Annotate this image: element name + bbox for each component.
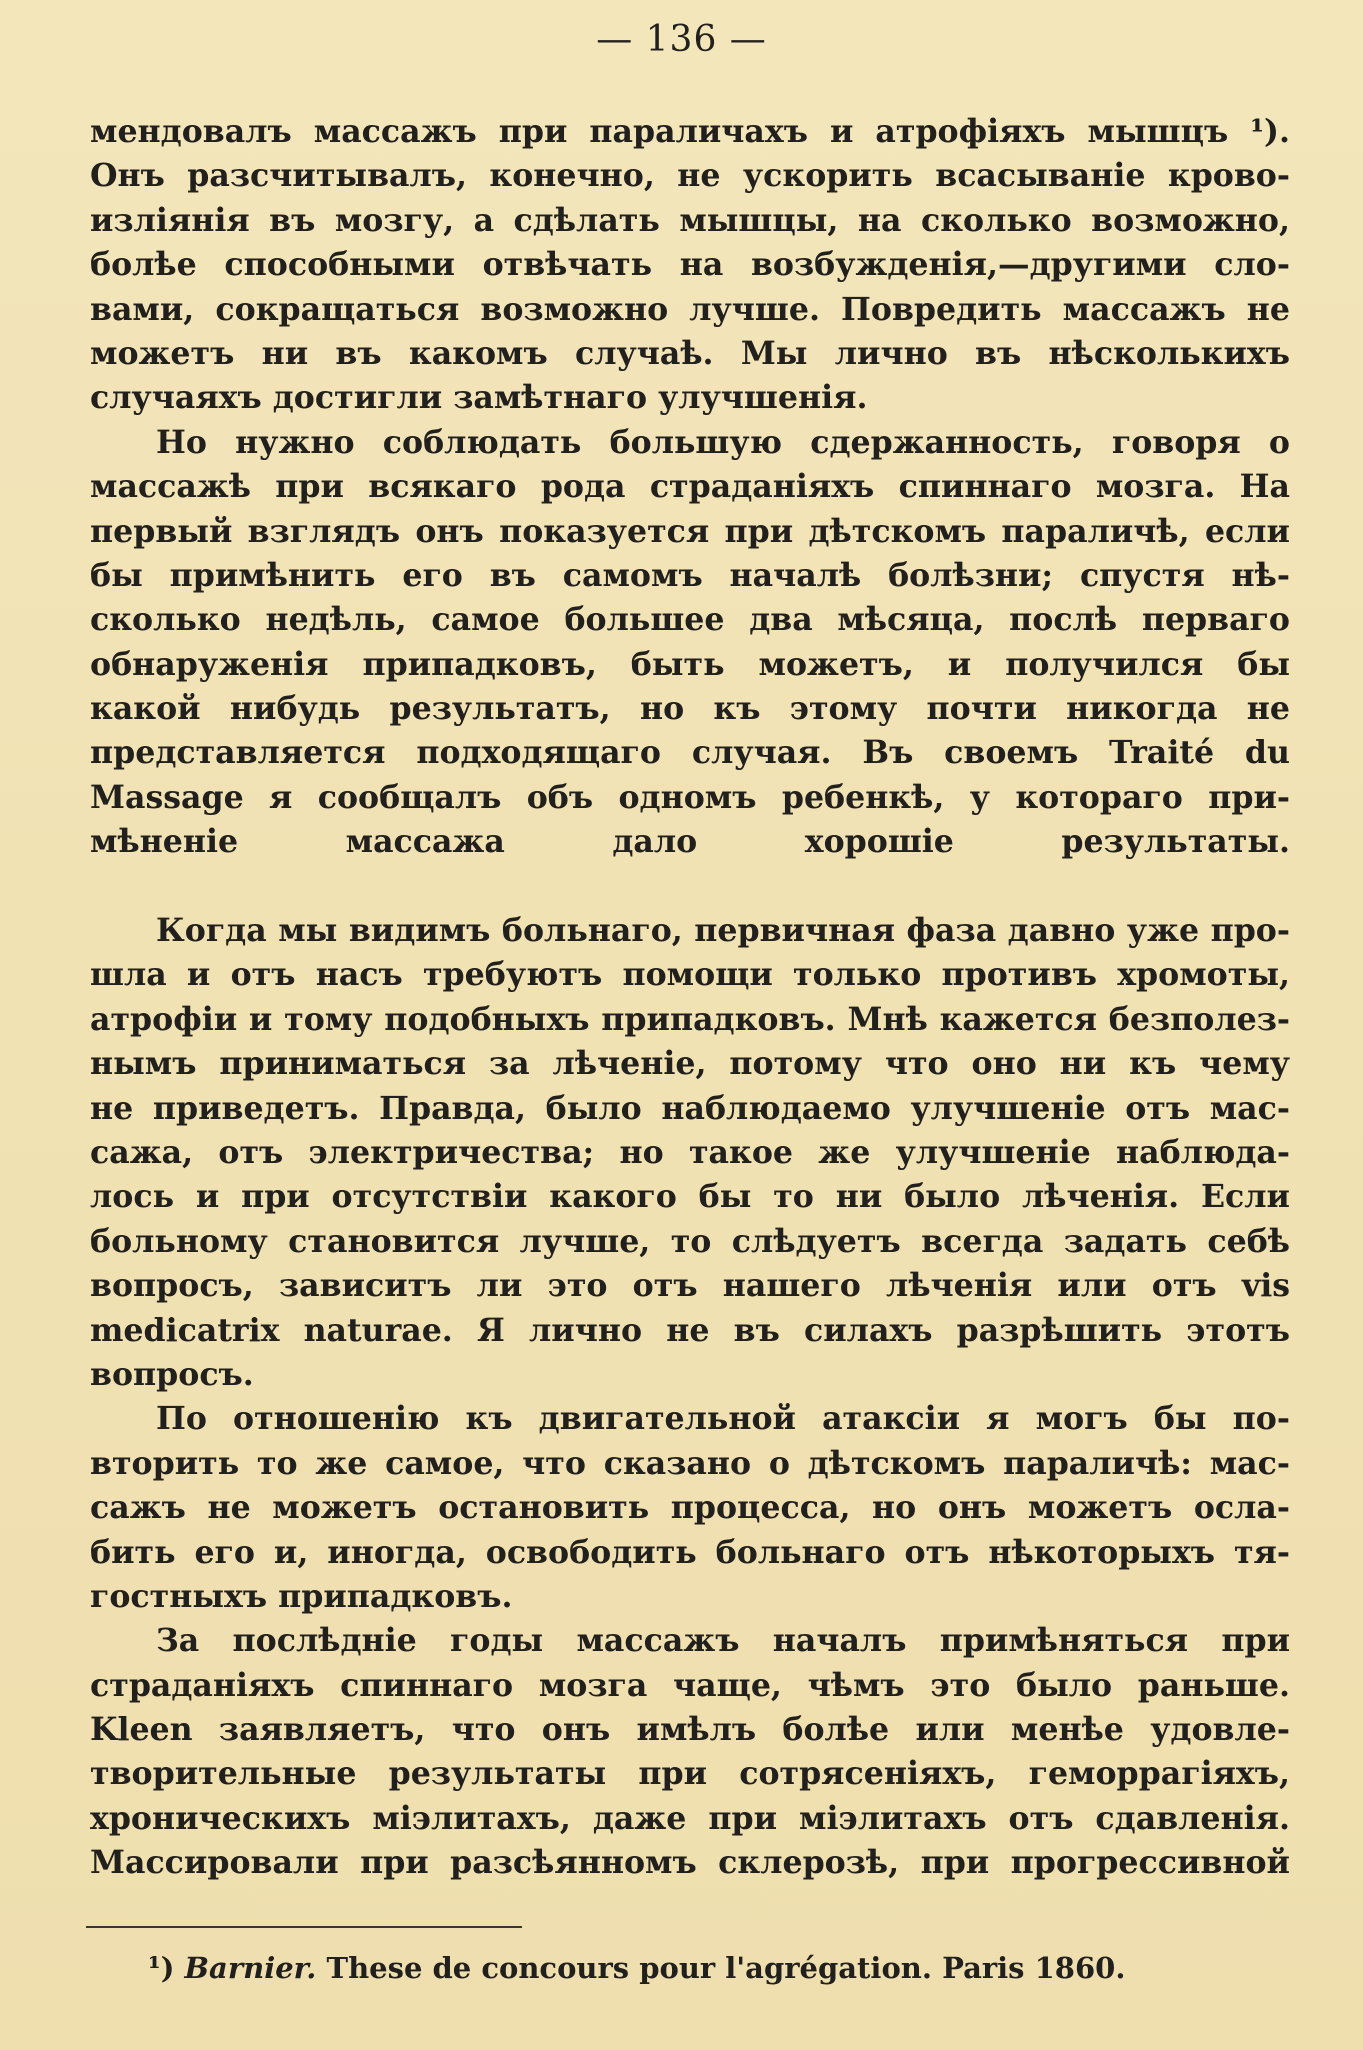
main-text: [90, 110, 1290, 1886]
text-line: больному становится лучше, то слѣдуетъ всегда задать себѣ: [90, 1222, 1290, 1260]
text-line: бы примѣнить его въ самомъ началѣ болѣзни; спустя нѣ-: [90, 556, 1290, 594]
text-line: можетъ ни въ какомъ случаѣ. Мы лично въ нѣсколькихъ: [90, 334, 1290, 372]
text-line: изліянія въ мозгу, а сдѣлать мышцы, на сколько возможно,: [90, 201, 1290, 239]
text-line: творительные результаты при сотрясеніяхъ, геморрагіяхъ,: [90, 1755, 1290, 1793]
text-line: атрофіи и тому подобныхъ припадковъ. Мнѣ кажется безполез-: [90, 1000, 1290, 1038]
text-line: сажъ не можетъ остановить процесса, но онъ можетъ осла-: [90, 1489, 1290, 1527]
text-line: хроническихъ міэлитахъ, даже при міэлитахъ отъ сдавленія.: [90, 1799, 1290, 1837]
text-line: сколько недѣль, самое большее два мѣсяца, послѣ перваго: [90, 601, 1290, 639]
text-line: какой нибудь результатъ, но къ этому почти никогда не: [90, 690, 1290, 728]
paragraph: [90, 1619, 1290, 1885]
text-line: вопросъ.: [90, 1355, 254, 1393]
footnote: [148, 1948, 1248, 1988]
text-line: [90, 865, 1290, 909]
text-line: Massage я сообщалъ объ одномъ ребенкѣ, у котораго при-: [90, 778, 1290, 816]
page-number: — 136 —: [596, 19, 767, 60]
text-line: гостныхъ припадковъ.: [90, 1577, 513, 1615]
text-line: нымъ приниматься за лѣченіе, потому что оно ни къ чему: [90, 1045, 1290, 1083]
text-line: мѣненіе массажа дало хорошіе результаты.: [90, 823, 1290, 861]
text-line: случаяхъ достигли замѣтнаго улучшенія.: [90, 379, 868, 417]
text-line: сажа, отъ электричества; но такое же улучшеніе наблюда-: [90, 1133, 1290, 1171]
text-line: medicatrix naturae. Я лично не въ силахъ разрѣшить этотъ: [90, 1311, 1290, 1349]
footnote-author: Barnier.: [184, 1951, 317, 1985]
footnote-marker: ¹): [148, 1951, 175, 1985]
text-line: вопросъ, зависитъ ли это отъ нашего лѣченія или отъ vis: [90, 1267, 1290, 1305]
text-line: обнаруженія припадковъ, быть можетъ, и получился бы: [90, 645, 1290, 683]
text-line: мендовалъ массажъ при параличахъ и атрофіяхъ мышцъ ¹).: [90, 113, 1290, 150]
text-line: Когда мы видимъ больнаго, первичная фаза давно уже про-: [156, 912, 1290, 950]
text-line: шла и отъ насъ требуютъ помощи только противъ хромоты,: [90, 956, 1290, 994]
text-line: болѣе способными отвѣчать на возбужденія,—другими сло-: [90, 246, 1290, 284]
text-line: бить его и, иногда, освободить больнаго отъ нѣкоторыхъ тя-: [90, 1533, 1290, 1571]
footnote-divider: [86, 1926, 522, 1928]
paragraph: [90, 909, 1290, 1397]
text-line: представляется подходящаго случая. Въ своемъ Traité du: [90, 734, 1290, 772]
text-line: не приведетъ. Правда, было наблюдаемо улучшеніе отъ мас-: [90, 1089, 1290, 1127]
text-line: вами, сокращаться возможно лучше. Повредить массажъ не: [90, 290, 1290, 328]
text-line: первый взглядъ онъ показуется при дѣтскомъ параличѣ, если: [90, 512, 1290, 550]
text-line: лось и при отсутствіи какого бы то ни было лѣченія. Если: [90, 1178, 1290, 1216]
text-line: По отношенію къ двигательной атаксіи я могъ бы по-: [156, 1400, 1290, 1438]
text-line: За послѣдніе годы массажъ началъ примѣняться при: [156, 1622, 1290, 1660]
text-line: Но нужно соблюдать большую сдержанность, говоря о: [156, 423, 1290, 461]
text-line: вторить то же самое, что сказано о дѣтскомъ параличѣ: мас-: [90, 1444, 1290, 1482]
text-line: Kleen заявляетъ, что онъ имѣлъ болѣе или менѣе удовле-: [90, 1711, 1290, 1749]
text-line: Массировали при разсѣянномъ склерозѣ, при прогрессивной: [90, 1844, 1290, 1882]
text-line: массажѣ при всякаго рода страданіяхъ спиннаго мозга. На: [90, 468, 1290, 506]
paragraph: [90, 421, 1290, 909]
paragraph: [90, 110, 1290, 421]
text-line: страданіяхъ спиннаго мозга чаще, чѣмъ это было раньше.: [90, 1666, 1290, 1704]
text-line: Онъ разсчитывалъ, конечно, не ускорить всасываніе крово-: [90, 157, 1290, 195]
paragraph: [90, 1397, 1290, 1619]
footnote-text: These de concours pour l'agrégation. Paris 1860.: [326, 1951, 1126, 1985]
